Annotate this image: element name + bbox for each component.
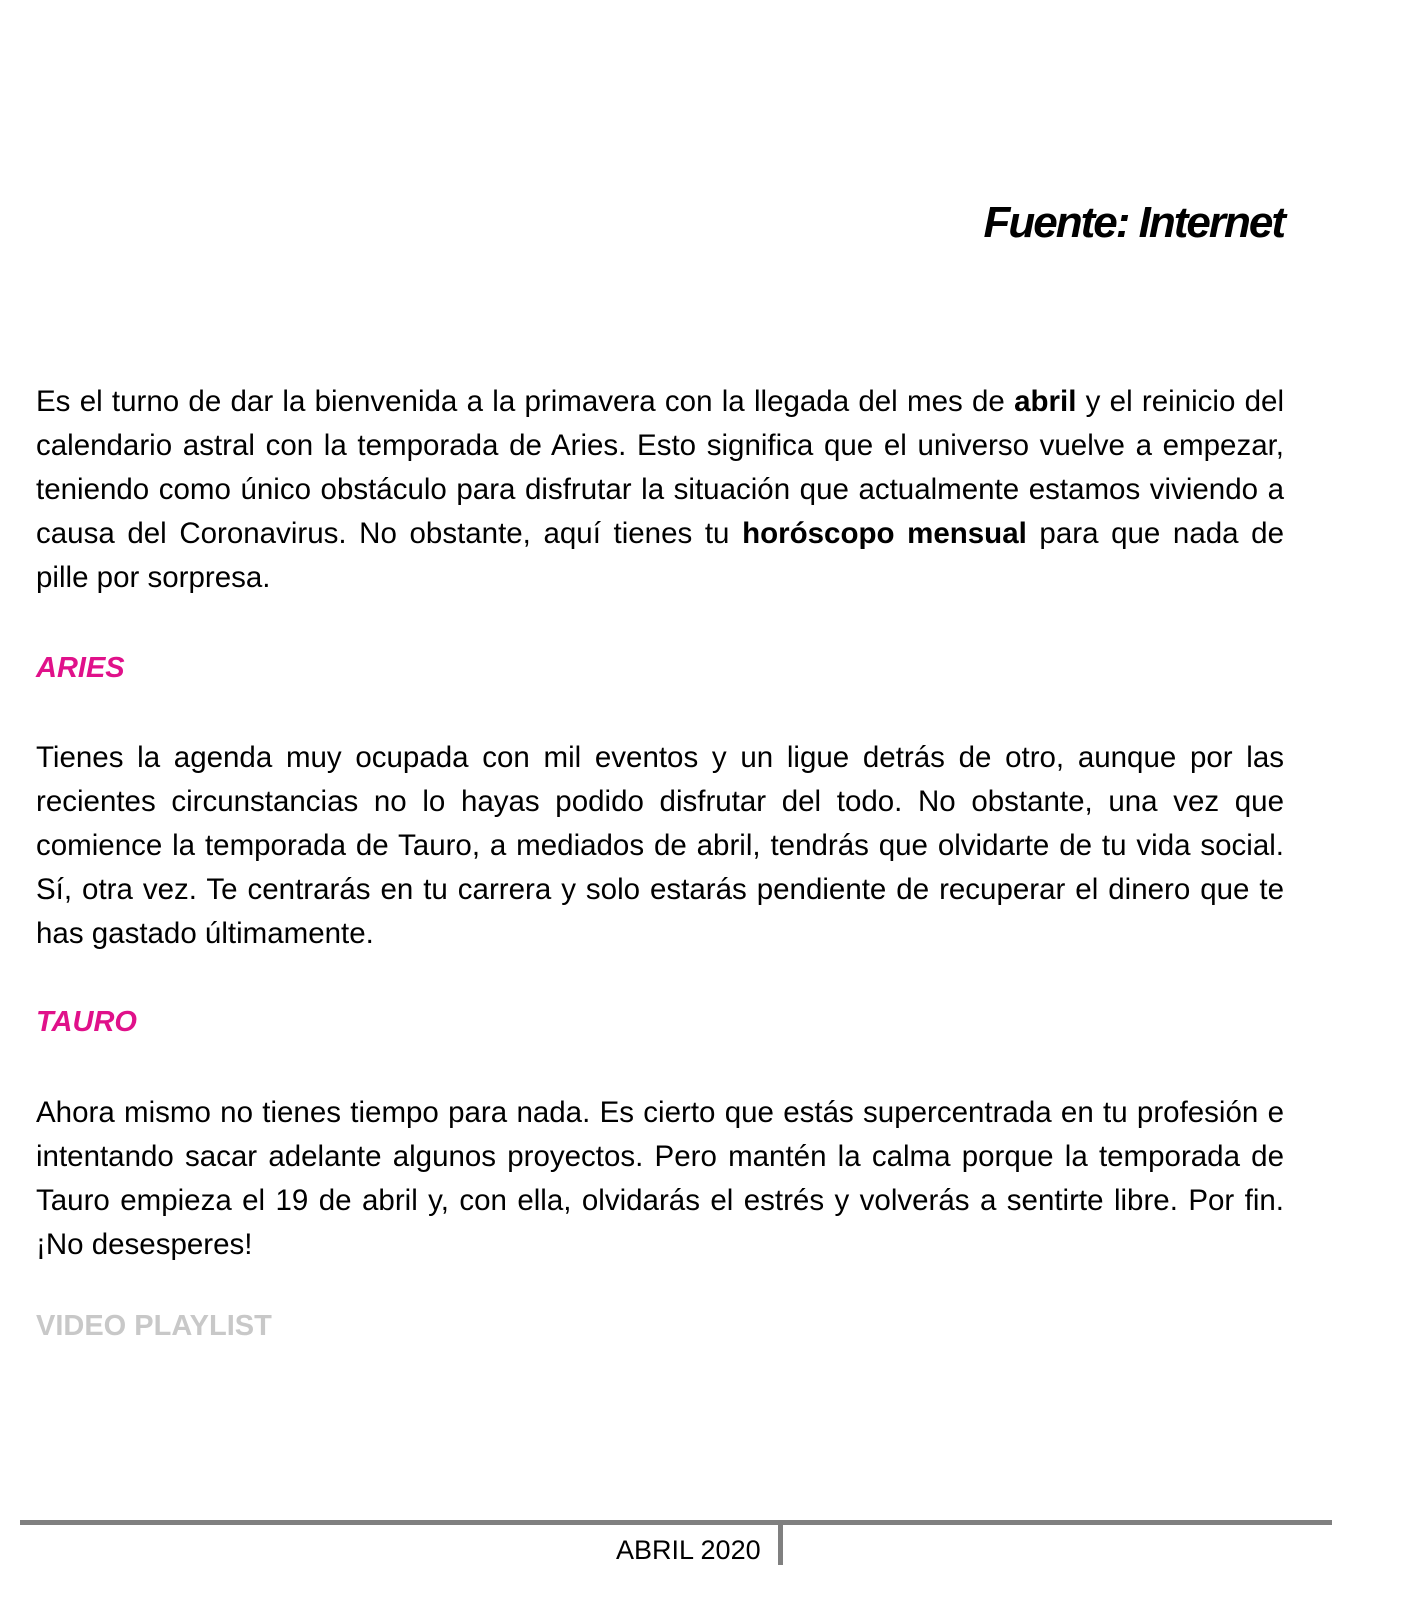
tauro-paragraph: Ahora mismo no tienes tiempo para nada. Es cierto que estás supercentrada en tu profesión e intentando sacar adelante algunos proyectos. Pero mantén la calma porque la temporada de Tauro empieza el 19 de abril y, con ella, olvidarás el estrés y volverás a sentirte libre. Por fin. ¡No desesperes! bbox=[36, 1096, 1284, 1261]
intro-bold-month: abril bbox=[1014, 385, 1077, 418]
intro-paragraph bbox=[36, 380, 1284, 600]
tauro-heading: TAURO bbox=[36, 1006, 137, 1038]
source-credit: Fuente: Internet bbox=[983, 198, 1284, 247]
intro-text-2: y el reinicio del calendario astral con la temporada de Aries. Esto significa que el universo vuelve a empezar, teniendo como único obstáculo para disfrutar la situación que actualmente estamos viviendo a causa del Coronavirus. No obstante, aquí tienes tu bbox=[36, 385, 1285, 550]
footer-date: ABRIL 2020 bbox=[616, 1535, 761, 1565]
aries-paragraph: Tienes la agenda muy ocupada con mil eventos y un ligue detrás de otro, aunque por las recientes circunstancias no lo hayas podido disfrutar del todo. No obstante, una vez que comience la temporada de Tauro, a mediados de abril, tendrás que olvidarte de tu vida social. Sí, otra vez. Te centrarás en tu carrera y solo estarás pendiente de recuperar el dinero que te has gastado últimamente. bbox=[36, 741, 1284, 950]
footer-divider bbox=[20, 1520, 1332, 1525]
intro-bold-horoscope: horóscopo mensual bbox=[742, 517, 1027, 550]
aries-heading: ARIES bbox=[36, 652, 125, 684]
footer-vertical-divider bbox=[778, 1525, 783, 1565]
intro-text-1: Es el turno de dar la bienvenida a la primavera con la llegada del mes de bbox=[36, 385, 1015, 418]
video-playlist-link[interactable]: VIDEO PLAYLIST bbox=[36, 1310, 272, 1342]
intro-text-3: para que nada de pille por sorpresa. bbox=[36, 517, 1284, 594]
article-body bbox=[36, 380, 1285, 1342]
